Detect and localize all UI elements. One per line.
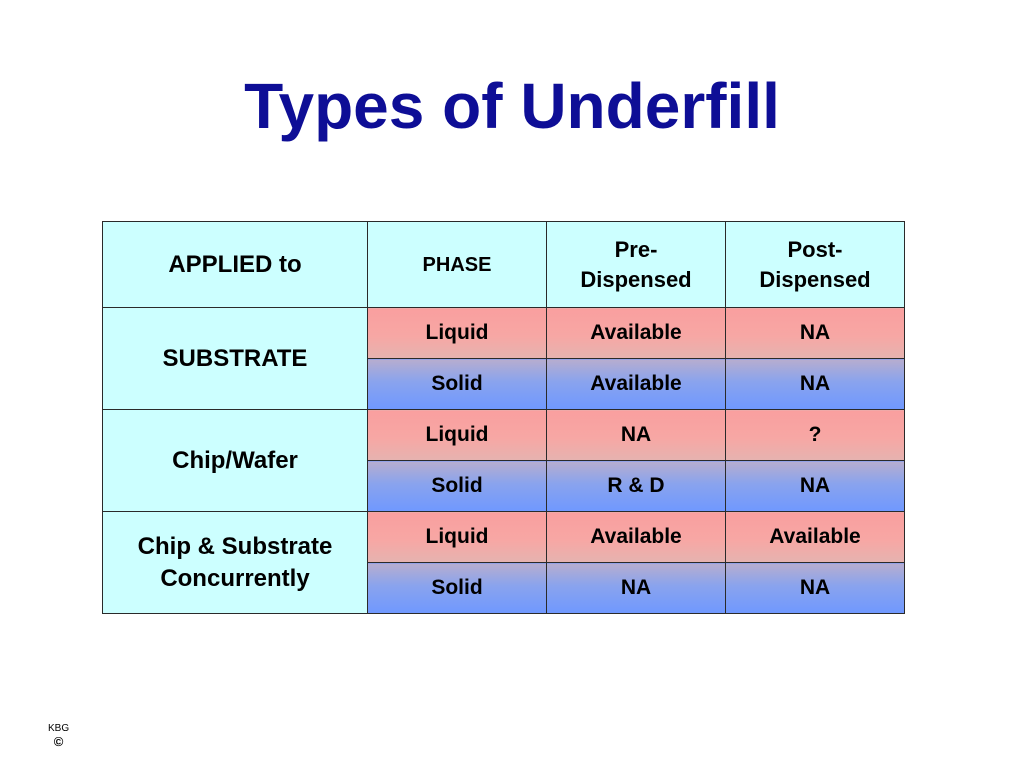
underfill-types-table [102, 221, 905, 614]
table-row [103, 308, 905, 359]
post-dispensed-cell: Available [726, 512, 905, 563]
header-post-dispensed [726, 222, 905, 308]
phase-cell: Liquid [368, 308, 547, 359]
phase-cell: Liquid [368, 512, 547, 563]
pre-dispensed-cell: R & D [547, 461, 726, 512]
post-dispensed-cell: NA [726, 563, 905, 614]
group-label-line: Chip/Wafer [172, 446, 298, 474]
group-label-chip-and-substrate [103, 512, 368, 614]
copyright-symbol: © [53, 734, 64, 749]
header-pre-dispensed-line1: Pre- [614, 236, 658, 262]
author-initials: KBG [48, 723, 70, 734]
post-dispensed-cell: ? [726, 410, 905, 461]
phase-cell: Solid [368, 563, 547, 614]
post-dispensed-cell: NA [726, 461, 905, 512]
post-dispensed-cell: NA [726, 359, 905, 410]
group-label-chip-wafer [103, 410, 368, 512]
author-mark [48, 723, 69, 749]
table-header-row [103, 222, 905, 308]
header-phase [368, 222, 547, 308]
phase-cell: Solid [368, 359, 547, 410]
phase-cell: Liquid [368, 410, 547, 461]
group-label-line: SUBSTRATE [162, 344, 308, 372]
pre-dispensed-cell: Available [547, 512, 726, 563]
phase-cell: Solid [368, 461, 547, 512]
header-post-dispensed-line2: Dispensed [759, 266, 871, 292]
header-applied-to [103, 222, 368, 308]
header-pre-dispensed-line2: Dispensed [580, 266, 692, 292]
pre-dispensed-cell: NA [547, 563, 726, 614]
group-label-line: Concurrently [160, 564, 310, 592]
pre-dispensed-cell: NA [547, 410, 726, 461]
group-label-substrate [103, 308, 368, 410]
header-phase-label: PHASE [422, 253, 492, 276]
post-dispensed-cell: NA [726, 308, 905, 359]
header-applied-to-label: APPLIED to [168, 250, 302, 278]
pre-dispensed-cell: Available [547, 359, 726, 410]
header-post-dispensed-line1: Post- [787, 236, 843, 262]
table-row [103, 410, 905, 461]
pre-dispensed-cell: Available [547, 308, 726, 359]
slide-title: Types of Underfill [244, 70, 780, 142]
table-row [103, 512, 905, 563]
group-label-line: Chip & Substrate [137, 532, 333, 560]
header-pre-dispensed [547, 222, 726, 308]
